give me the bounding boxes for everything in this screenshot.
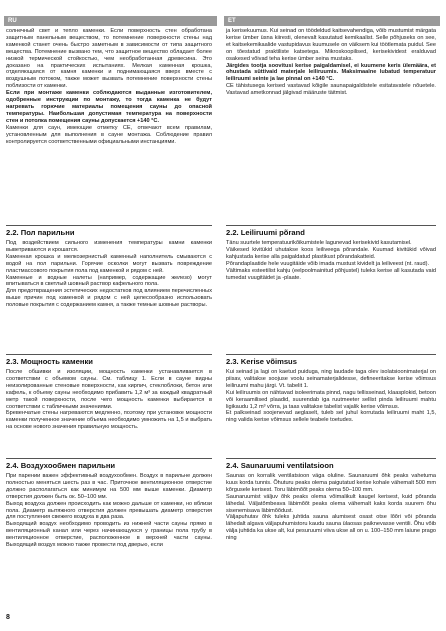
section-divider [226,458,436,459]
paragraph: Saunas on korralik ventilatsioon väga oluline. Saunaruumi õhk peaks vahetuma kuus korda tunnis. Õhuturu peaks olema paigutatud kerise kohale vähemalt 500 mm kõrgusele kerisest. Toru läbimõõt peaks olema 50–100 mm. [226,473,436,493]
et-section-power [226,357,436,424]
paragraph: Saunaruumist väljuv õhk peaks olema võimalikult kaugel kerisest, kuid põranda lähedal. Väljatõmbeava läbimõõt peaks olema vähemalt kaks korda suurem õhu sisenemisava läbimõõdust. [226,493,436,514]
page-number: 8 [6,614,10,621]
paragraph: Выход воздуха должен происходить как можно дальше от каменки, но вблизи пола. Диаметр вытяжного отверстия должен превышать диаметр отверстия для поступления свежего воздуха в два раза. [6,500,212,521]
paragraph: Et palkseinad soojenevad aeglaselt, tuleb sel juhul korrutada leiliruumi maht 1,5, ning valida kerise võimsus sellele teabele toetudes. [226,410,436,424]
section-divider [226,354,436,355]
paragraph: Vältimaks esteetilist kahju (eelpoolmainitud põhjustel) tuleks kerise all kasutada vaid tumedat vuugitäidet ja -plaate. [226,267,436,281]
section-title: 2.2. Пол парильни [6,228,75,237]
paragraph: Väljapuhutav õhk tuleks juhtida sauna alumisest osast otse lõõri või põranda lähedalt algava väljapuhumistoru kaudu sauna ülaosas paiknevasse ventili. Õhu võib välja juhtida ka ukse alt, kui pesuruumi viiva ukse all on u. 100–150 mm laiune prago ning [226,514,436,542]
paragraph: Для предотвращения эстетических недостатков под влиянием перечисленных выше причин под каменкой и рядом с ней целесообразно использовать половые покрытия с содержанием камня, а также темные шовные растворы. [6,288,212,309]
paragraph: Каменные и водные налеты (например, содержащие железо) могут впитываться в светлый шовный раствор кафельного пола. [6,274,212,288]
paragraph: Väikesed kivitükid uhutakse koos leiliveega põrandale. Kuumad kivitükid võivad kahjustada kerise alla paigaldatud plastikust põrandakatteid. [226,246,436,260]
paragraph-bold: Järgides tootja soovitusi kerise paigaldamisel, ei kuumene keris ülemäära, et ohustada süttivaid materjale leiliruumis. Maksimaalne lubatud temperatuur leiliruumi seinte ja lae pinnal on +140 °C. [226,62,436,83]
et-intro [226,28,436,97]
paragraph: Под воздействием сильного изменения температуры камни каменки выветриваются и крошатся. [6,240,212,253]
paragraph: ja kerisekuumus. Kui seinad on töödeldud kaitsevahendiga, võib mustumist märgata kerise ümber üsna kiiresti, olenevalt kasutatud kemikaalist. Selle põhjuseks on see, et kaitsekemikaalide vastupidavus kuumusele on väiksem kui töötlemata puidul. See on tõestatud praktiliste katsetega. Mikroskoopilised, kerisekividest eralduvad osakesed võivad teha kerise ümber seina mustaks. [226,28,436,62]
et-section-ventilation [226,461,436,542]
section-title: 2.3. Kerise võimsus [226,357,297,366]
section-title: 2.4. Воздухообмен парильни [6,461,116,470]
et-section-floor [226,228,436,281]
ru-section-floor [6,228,212,309]
paragraph: Бревенчатые стены нагреваются медленно, поэтому при установке мощности каменки полученное значение объема необходимо умножить на 1,5 и выбрать на основе нового значения правильную мощность. [6,410,212,431]
paragraph: Kui seinad ja lagi on kaetud puiduga, ning laudade taga olev isolatsioonimaterjal on piisav, valitakse soojuse voolu seinamaterjalidesse, defineeritakse kerise võimsus leiliruumi mahu järgi. Vt. tabelit 1. [226,369,436,389]
paragraph: Каменная крошка и мелкозернистый каменный наполнитель смываются с водой на пол парильни. Горячие осколки могут вызвать повреждение пластмассового покрытия пола под каменкой и рядом с ней. [6,253,212,274]
paragraph: Põrandaplaatide hele vuugitäide võib imada mustust kividelt ja leiliveest (nt. raud). [226,260,430,267]
paragraph: CE tähistusega kerised vastavad kõigile saunapaigaldistele esitatavatele nõuetele. Vastavad ametkonnad jälgivad määruste täitmist. [226,83,436,97]
ru-intro [6,28,212,145]
section-divider [6,354,212,355]
paragraph: Tänu suurtele temperatuurikõikumistele lagunevad kerisekivid kasutamisel. [226,240,412,246]
language-tab-ru: RU [4,16,217,26]
paragraph: Каменки для саун, имеющие отметку CE, отвечают всем правилам, установленным для выполнения в сауне монтажа. Соблюдение правил контролируется соответственными официальными инстанциями. [6,124,212,145]
ru-section-ventilation [6,461,212,549]
ru-section-power [6,357,212,431]
section-title: 2.4. Saunaruumi ventilatsioon [226,461,334,470]
section-divider [226,225,436,226]
paragraph: солнечный свет и тепло каменки. Если поверхность стен обработана защитным панельным веществом, то потемнение поверхности стены над каменкой станет очень быстро заметным в зависимости от типа защитного вещества. Потемнение вызвано тем, что защитное вещество обладает более низкой термической стойкостью, чем необработанная древесина. Это доказано на практических испытаниях. Мелкая каменная крошка, отделяющаяся от камня каменки и поднимающаяся вверх вместе с воздушным потоком, также может вызвать потемнение поверхности стены поблизости от каменки. [6,28,212,90]
section-divider [6,458,212,459]
paragraph: Выходящий воздух необходимо проводить из нижней части сауны прямо в вентиляционный канал или через начинающуюся у границы пола трубу в вентиляционное отверстие, расположенное в верхней части сауны. Выходящий воздух можно также провести под дверью, если [6,521,212,549]
paragraph: Kui leiliruumis on nähtavad isoleerimata pinnd, nagu tellisseinad, klaasplokid, betoon või keraamilised plaadid, suurendab iga ruutmeeter sellist pinda leiliruumi mahtu ligikaudu 1,2 m³ võrra, ja taas valitakse tabelist vajalik kerise võimsus. [226,389,436,410]
paragraph: При парении важен эффективный воздухообмен. Воздух в парильне должен полностью меняться шесть раз в час. Приточное вентиляционное отверстие должно располагаться как минимум на 500 мм выше каменки. Диаметр отверстия должен быть ок. 50–100 мм. [6,473,212,500]
section-title: 2.3. Мощность каменки [6,357,93,366]
language-tab-et: ET [224,16,440,26]
paragraph: После обшивки и изоляции, мощность каменки устанавливается в соответствии с объемом сауны. См. таблицу 1. Если в сауне видны неизолированные стеновые поверхности, как кирпич, стеклоблоки, бетон или кафель, к объему сауны необходимо прибавить 1,2 м³ за каждый квадратный метр такой поверхности, после чего мощность каменки выбирается в соответствии с табличными значениями. [6,369,212,410]
section-divider [6,225,212,226]
section-title: 2.2. Leiliruumi põrand [226,228,305,237]
paragraph-bold: Если при монтаже каменки соблюдаются выданные изготовителем, одобренные инструкции по монтажу, то тогда каменка не будут нагревать горючие материалы помещения сауны до опасной температуры. Наибольшая допустимая температура на поверхности стен и потолка помещения сауны допускается +140 °C. [6,90,212,124]
